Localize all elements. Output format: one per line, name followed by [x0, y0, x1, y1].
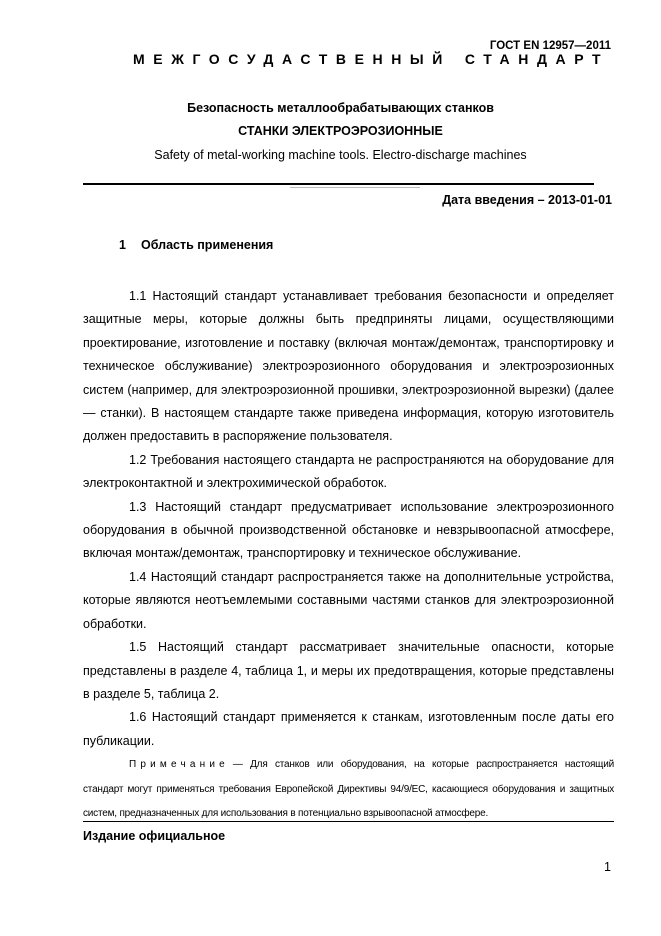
paragraph-1-5: 1.5 Настоящий стандарт рассматривает значительные опасности, которые представлены в разделе 4, таблица 1, и меры их предотвращения, которые представлены в разделе 5, таблица 2. — [83, 640, 614, 701]
section-heading — [119, 238, 273, 252]
introduction-date: Дата введения – 2013-01-01 — [442, 193, 612, 207]
paragraph-1-1: 1.1 Настоящий стандарт устанавливает требования безопасности и определяет защитные меры, которые должны быть предприняты лицами, осуществляющими проектирование, изготовление и поставку (включая монтаж/демонтаж, транспортировку и техническое обслуживание) электроэрозионного оборудования и электроэрозионных систем (например, для электроэрозионной прошивки, электроэрозионной вырезки) (далее — станки). В настоящем стандарте также приведена информация, которую изготовитель должен предоставить в распоряжение пользователя. — [83, 289, 614, 444]
banner-right: СТАНДАРТ — [464, 51, 610, 67]
faint-divider — [290, 187, 420, 188]
note — [83, 753, 614, 827]
title-divider — [83, 183, 594, 185]
title-machines: СТАНКИ ЭЛЕКТРОЭРОЗИОННЫЕ — [238, 124, 443, 138]
section-title: Область применения — [141, 238, 274, 252]
gost-code: ГОСТ EN 12957—2011 — [489, 40, 611, 52]
page-number: 1 — [604, 860, 611, 874]
footer-divider — [83, 821, 614, 822]
standard-banner — [133, 51, 610, 67]
paragraph-1-3: 1.3 Настоящий стандарт предусматривает использование электроэрозионного оборудования в обычной производственной обстановке и невзрывоопасной атмосфере, включая монтаж/демонтаж, транспортировку и техническое обслуживание. — [83, 499, 614, 561]
paragraph-1-4: 1.4 Настоящий стандарт распространяется также на дополнительные устройства, которые являются неотъемлемыми составными частями станков для электроэрозионной обработки. — [83, 569, 614, 631]
banner-left: МЕЖГОСУДАСТВЕННЫЙ — [133, 51, 451, 67]
paragraph-1-2: 1.2 Требования настоящего стандарта не распространяются на оборудование для электроконтактной и электрохимической обработок. — [83, 452, 614, 491]
title-russian: Безопасность металлообрабатывающих станков — [187, 101, 494, 115]
title-english: Safety of metal-working machine tools. Electro-discharge machines — [154, 148, 527, 162]
section-number: 1 — [119, 238, 126, 252]
note-text: — Для станков или оборудования, на которые распространяется настоящий стандарт могут применяться требования Европейской Директивы 94/9/EC, касающиеся оборудования и защитных систем, предназначенных для использования в потенциально взрывоопасной атмосфере. — [83, 759, 614, 820]
paragraph-1-6: 1.6 Настоящий стандарт применяется к станкам, изготовленным после даты его публикации. — [83, 710, 614, 748]
section-body — [83, 285, 614, 827]
edition-label: Издание официальное — [83, 829, 226, 843]
note-label: Примечание — [129, 759, 229, 771]
